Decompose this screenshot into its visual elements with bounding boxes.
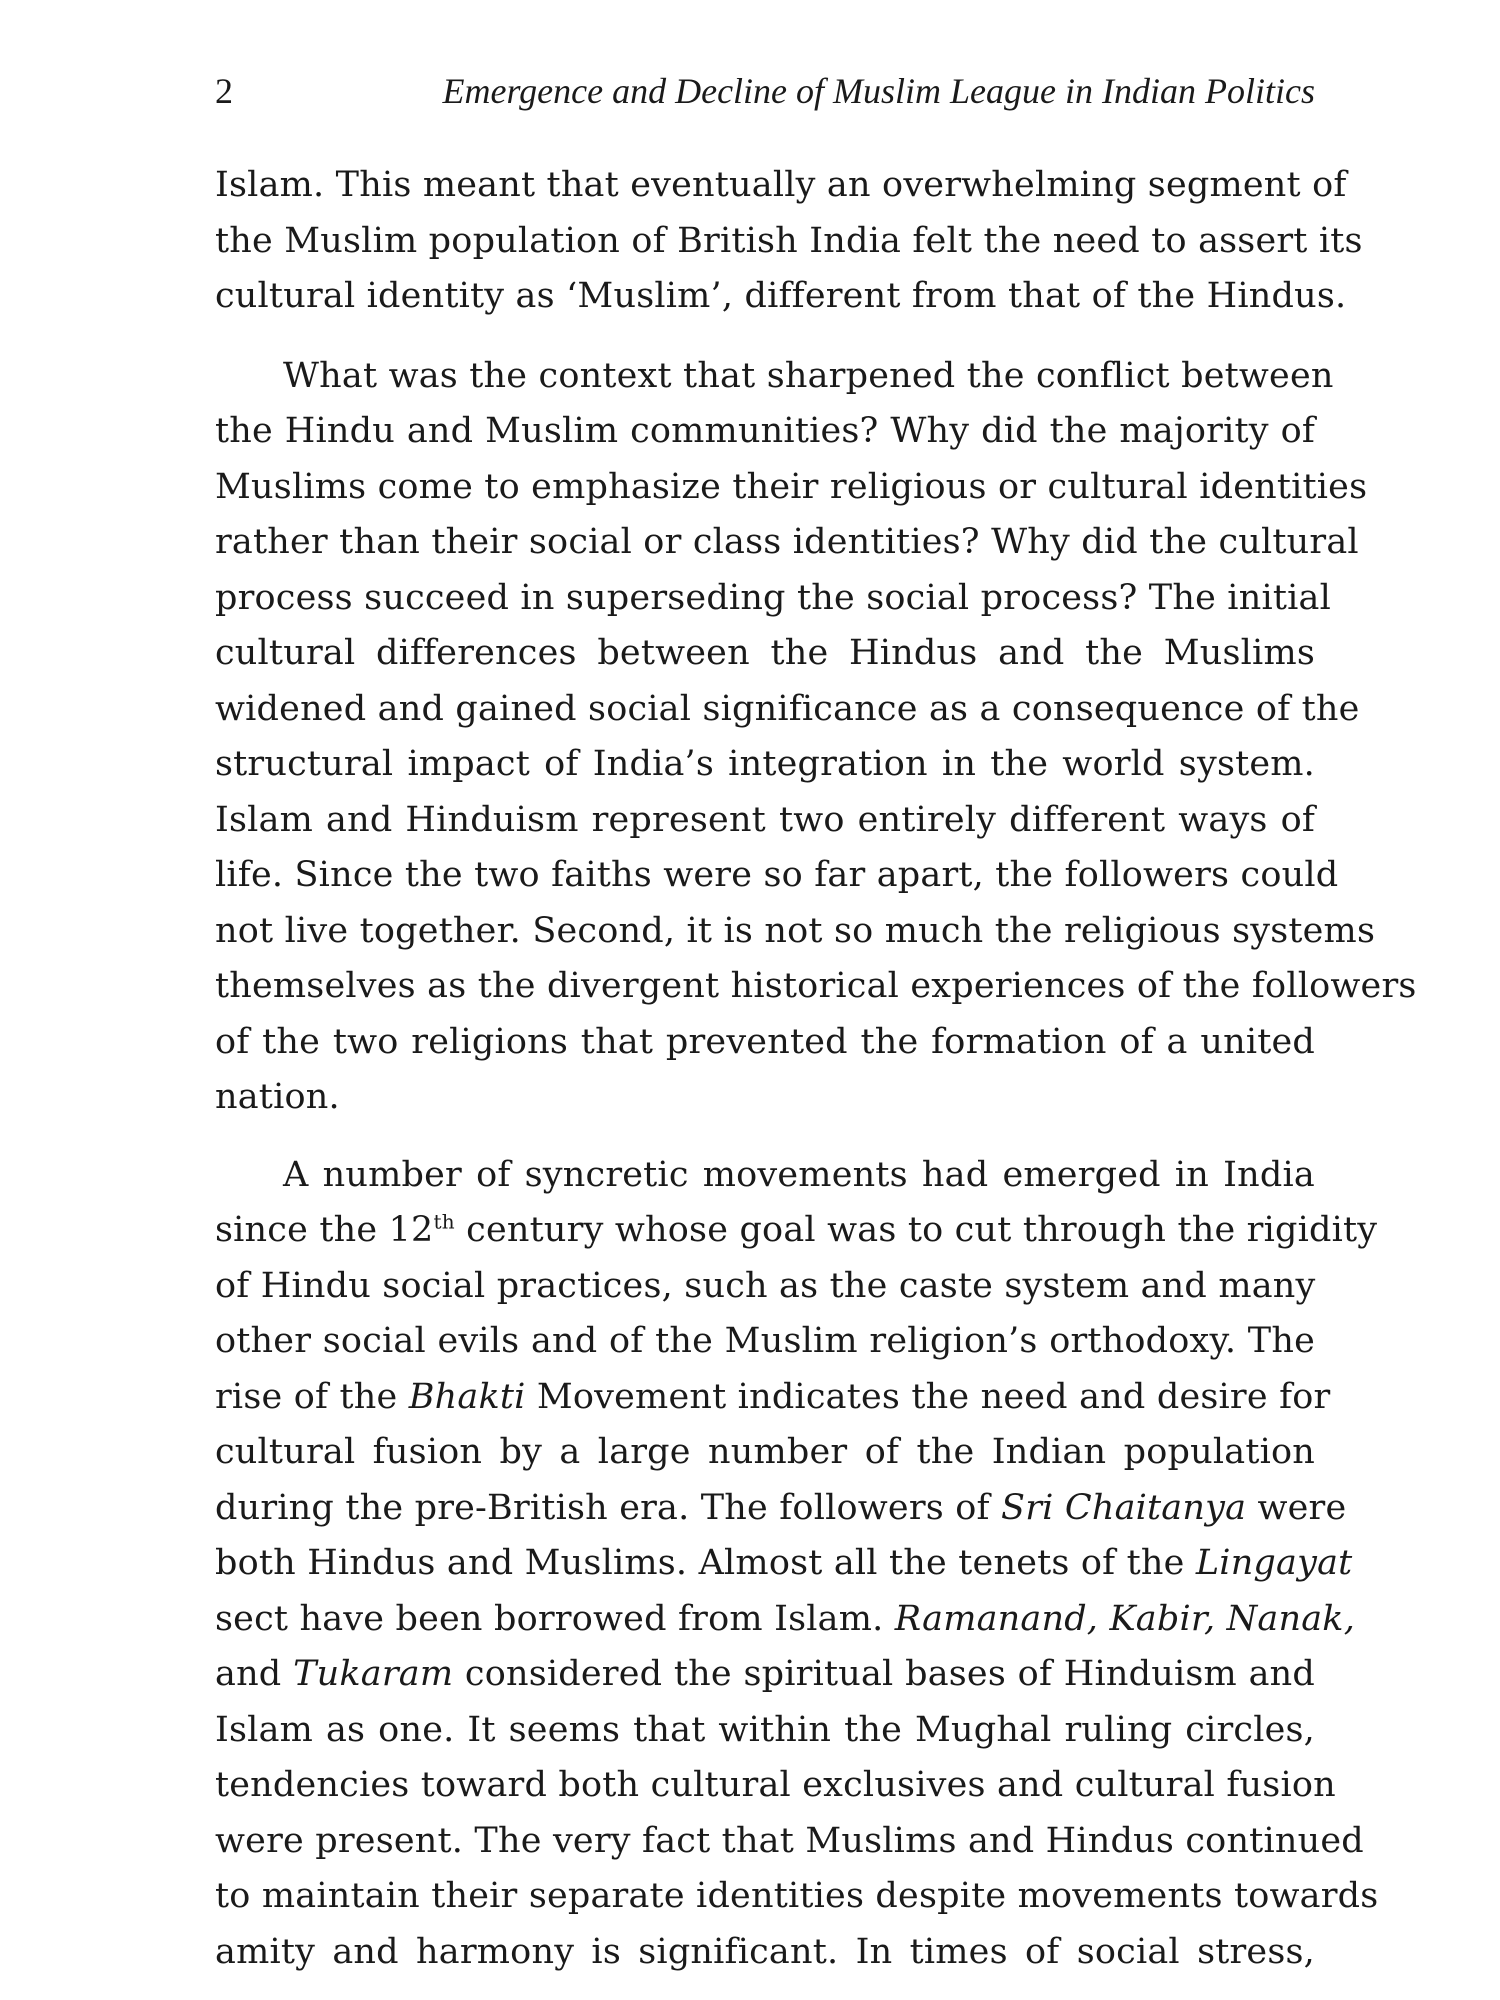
text-run: were <box>1246 1487 1347 1528</box>
text-run: since the 12 <box>215 1210 434 1250</box>
text-line: rather than their social or class identities? Why did the cultural <box>215 522 1359 562</box>
text-line <box>215 1481 1347 1537</box>
text-line <box>215 1314 1315 1370</box>
text-run: sect have been borrowed from Islam. <box>215 1598 895 1639</box>
superscript: th <box>433 1209 455 1234</box>
text-line: of the two religions that prevented the formation of a united <box>215 1021 1315 1062</box>
text-line <box>215 1259 1315 1315</box>
text-run: other social evils and of the Muslim religion’s orthodoxy. The <box>215 1321 1315 1361</box>
text-line: Islam and Hinduism represent two entirely different ways of <box>215 799 1315 840</box>
text-line: Islam. This meant that eventually an overwhelming segment of <box>215 165 1347 205</box>
text-run: century whose goal was to cut through the rigidity <box>454 1210 1378 1250</box>
text-run: amity and harmony is significant. In times of social stress, <box>215 1931 1315 1972</box>
text-run: of Hindu social practices, such as the caste system and many <box>215 1265 1316 1306</box>
text-line <box>215 1592 1356 1648</box>
text-line <box>215 1425 1315 1481</box>
text-line: What was the context that sharpened the conflict between <box>283 355 1334 396</box>
running-title: Emergence and Decline of Muslim League in Indian Politics <box>442 71 1315 111</box>
text-run: during the pre-British era. The followers of <box>215 1487 1002 1528</box>
text-run: to maintain their separate identities despite movements towards <box>215 1876 1379 1916</box>
text-line <box>215 1370 1331 1426</box>
italic-term: Sri Chaitanya <box>1001 1487 1247 1528</box>
text-line <box>215 1925 1315 1981</box>
paragraph-3 <box>215 1148 1379 1981</box>
text-run: considered the spiritual bases of Hinduism and <box>453 1654 1315 1694</box>
text-line: process succeed in superseding the social process? The initial <box>215 577 1331 618</box>
text-line <box>215 1814 1364 1870</box>
text-line: not live together. Second, it is not so much the religious systems <box>215 910 1376 951</box>
italic-term: Ramanand, Kabir, Nanak, <box>894 1598 1356 1639</box>
text-line <box>215 1203 1378 1259</box>
text-line: the Hindu and Muslim communities? Why did the majority of <box>215 411 1315 451</box>
text-line: structural impact of India’s integration in the world system. <box>215 744 1315 784</box>
italic-term: Bhakti <box>408 1376 526 1417</box>
text-line: nation. <box>215 1077 340 1117</box>
text-run: and <box>215 1654 294 1694</box>
text-line <box>215 1869 1379 1925</box>
body-text <box>215 158 1417 1980</box>
text-line <box>215 1647 1315 1703</box>
text-run: both Hindus and Muslims. Almost all the tenets of the <box>215 1543 1196 1583</box>
text-line: cultural differences between the Hindus and the Muslims <box>215 633 1315 673</box>
text-run: Islam as one. It seems that within the Mughal ruling circles, <box>215 1709 1315 1750</box>
text-line: Muslims come to emphasize their religious or cultural identities <box>215 466 1368 507</box>
italic-term: Tukaram <box>293 1654 454 1694</box>
text-run: A number of syncretic movements had emerged in India <box>283 1154 1315 1195</box>
paragraph-gap <box>215 325 1315 349</box>
page-number: 2 <box>215 71 233 111</box>
text-line <box>215 1758 1336 1814</box>
page-header <box>215 66 1315 116</box>
text-run: rise of the <box>215 1376 409 1417</box>
paragraph-gap <box>215 1126 1315 1148</box>
text-run: were present. The very fact that Muslims and Hindus continued <box>215 1820 1364 1861</box>
paragraph-2 <box>215 349 1417 1126</box>
text-run: Movement indicates the need and desire for <box>525 1376 1331 1417</box>
text-line <box>215 1703 1315 1759</box>
text-run: tendencies toward both cultural exclusives and cultural fusion <box>215 1765 1336 1805</box>
paragraph-1 <box>215 158 1363 325</box>
text-run: cultural fusion by a large number of the Indian population <box>215 1432 1315 1472</box>
text-line: widened and gained social significance as a consequence of the <box>215 688 1360 729</box>
text-line: themselves as the divergent historical experiences of the followers <box>215 966 1417 1006</box>
text-line: life. Since the two faiths were so far apart, the followers could <box>215 855 1339 895</box>
text-line <box>215 1536 1353 1592</box>
text-line: the Muslim population of British India felt the need to assert its <box>215 220 1363 261</box>
text-line: cultural identity as ‘Muslim’, different from that of the Hindus. <box>215 276 1347 316</box>
text-line <box>215 1148 1315 1204</box>
italic-term: Lingayat <box>1195 1543 1353 1583</box>
